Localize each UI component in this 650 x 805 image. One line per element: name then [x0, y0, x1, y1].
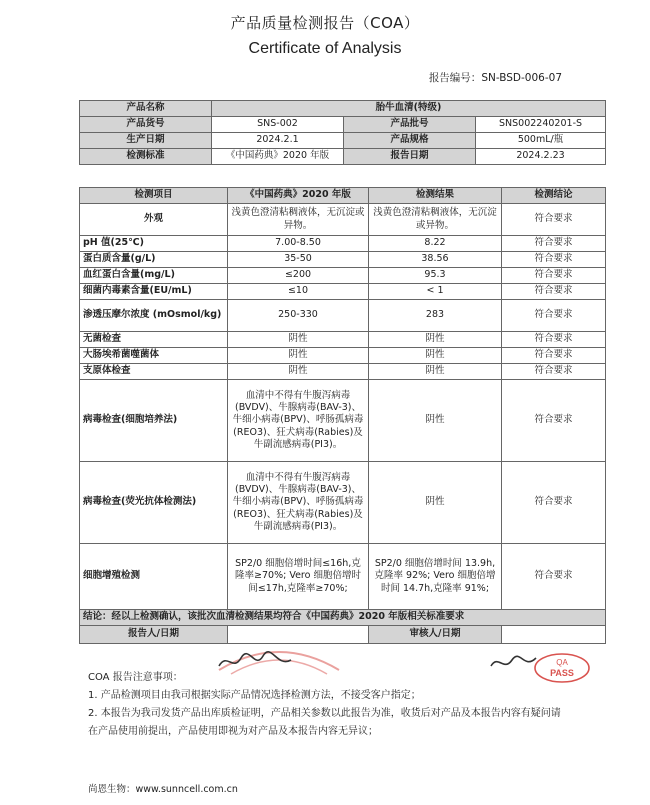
report-number-label: 报告编号：: [428, 72, 482, 84]
test-item: 支原体检查: [80, 364, 228, 380]
info-row-name: [80, 101, 606, 117]
test-standard: ≤10: [228, 284, 369, 300]
report-title-cn: 产品质量检测报告（COA）: [230, 14, 420, 32]
test-item: 外观: [80, 204, 228, 236]
reviewer-signature-cell: [502, 626, 606, 644]
info-row-standard: [80, 149, 606, 165]
summary-text: 结论：经以上检测确认，该批次血清检测结果均符合《中国药典》2020 年版相关标准要求: [80, 610, 606, 626]
product-name-value: 胎牛血清(特级): [212, 101, 606, 117]
test-conclusion: 符合要求: [502, 236, 606, 252]
test-standard: 250-330: [228, 300, 369, 332]
table-row: [80, 380, 606, 462]
test-item: 病毒检查(荧光抗体检测法): [80, 462, 228, 544]
test-result: < 1: [369, 284, 502, 300]
table-row: [80, 332, 606, 348]
test-standard: 阴性: [228, 348, 369, 364]
reviewer-label: 审核人/日期: [369, 626, 502, 644]
results-header-row: [80, 188, 606, 204]
report-number: [429, 70, 562, 85]
test-result: 阴性: [369, 462, 502, 544]
standard-value: 《中国药典》2020 年版: [212, 149, 344, 165]
test-conclusion: 符合要求: [502, 348, 606, 364]
table-row: [80, 236, 606, 252]
reporter-label: 报告人/日期: [80, 626, 228, 644]
test-item: pH 值(25℃): [80, 236, 228, 252]
info-row-date: [80, 133, 606, 149]
test-result: 8.22: [369, 236, 502, 252]
test-result: 283: [369, 300, 502, 332]
test-result: 阴性: [369, 332, 502, 348]
table-row: [80, 462, 606, 544]
table-row: [80, 300, 606, 332]
test-item: 细菌内毒素含量(EU/mL): [80, 284, 228, 300]
standard-label: 检测标准: [80, 149, 212, 165]
test-standard: 阴性: [228, 364, 369, 380]
pass-label: PASS: [550, 668, 574, 678]
mfg-date-label: 生产日期: [80, 133, 212, 149]
test-item: 蛋白质含量(g/L): [80, 252, 228, 268]
test-result: 阴性: [369, 364, 502, 380]
test-item: 渗透压摩尔浓度 (mOsmol/kg): [80, 300, 228, 332]
test-conclusion: 符合要求: [502, 268, 606, 284]
spec-value: 500mL/瓶: [476, 133, 606, 149]
table-row: [80, 284, 606, 300]
test-standard: 浅黄色澄清粘稠液体，无沉淀或异物。: [228, 204, 369, 236]
report-date-label: 报告日期: [344, 149, 476, 165]
spec-label: 产品规格: [344, 133, 476, 149]
test-item: 大肠埃希菌噬菌体: [80, 348, 228, 364]
report-title-en: Certificate of Analysis: [248, 40, 402, 57]
test-result: 阴性: [369, 380, 502, 462]
test-conclusion: 符合要求: [502, 204, 606, 236]
test-conclusion: 符合要求: [502, 364, 606, 380]
test-item: 病毒检查(细胞培养法): [80, 380, 228, 462]
catalog-value: SNS-002: [212, 117, 344, 133]
test-standard: 35-50: [228, 252, 369, 268]
test-conclusion: 符合要求: [502, 380, 606, 462]
test-result: 38.56: [369, 252, 502, 268]
table-row: [80, 268, 606, 284]
coa-notes: [88, 669, 568, 741]
test-conclusion: 符合要求: [502, 252, 606, 268]
test-conclusion: 符合要求: [502, 332, 606, 348]
notes-heading: COA 报告注意事项：: [88, 672, 183, 683]
col-header-standard: 《中国药典》2020 年版: [228, 188, 369, 204]
lot-label: 产品批号: [344, 117, 476, 133]
test-item: 血红蛋白含量(mg/L): [80, 268, 228, 284]
product-name-label: 产品名称: [80, 101, 212, 117]
test-conclusion: 符合要求: [502, 544, 606, 610]
test-result: 阴性: [369, 348, 502, 364]
note-item: 2. 本报告为我司发货产品出库质检证明，产品相关参数以此报告为准，收货后对产品及本报告内容有疑问请在产品使用前提出，产品使用即视为对产品及本报告内容无异议；: [88, 708, 561, 737]
test-standard: 7.00-8.50: [228, 236, 369, 252]
mfg-date-value: 2024.2.1: [212, 133, 344, 149]
reporter-signature-cell: [228, 626, 369, 644]
table-row: [80, 348, 606, 364]
test-result: 浅黄色澄清粘稠液体，无沉淀或异物。: [369, 204, 502, 236]
signature-row: [80, 626, 606, 644]
test-conclusion: 符合要求: [502, 284, 606, 300]
catalog-label: 产品货号: [80, 117, 212, 133]
table-row: [80, 204, 606, 236]
col-header-item: 检测项目: [80, 188, 228, 204]
results-table: [79, 187, 606, 644]
test-result: SP2/0 细胞倍增时间 13.9h,克隆率 92%; Vero 细胞倍增时间 14.7h,克隆率 91%;: [369, 544, 502, 610]
test-standard: 血清中不得有牛腹泻病毒(BVDV)、牛腺病毒(BAV-3)、牛细小病毒(BPV)、呼肠孤病毒(REO3)、狂犬病毒(Rabies)及牛副流感病毒(PI3)。: [228, 462, 369, 544]
test-item: 无菌检查: [80, 332, 228, 348]
test-standard: 血清中不得有牛腹泻病毒(BVDV)、牛腺病毒(BAV-3)、牛细小病毒(BPV)、呼肠孤病毒(REO3)、狂犬病毒(Rabies)及牛副流感病毒(PI3)。: [228, 380, 369, 462]
test-conclusion: 符合要求: [502, 462, 606, 544]
summary-row: [80, 610, 606, 626]
qa-label: QA: [556, 658, 568, 667]
test-result: 95.3: [369, 268, 502, 284]
note-item: 1. 产品检测项目由我司根据实际产品情况选择检测方法，不接受客户指定；: [88, 690, 421, 701]
lot-value: SNS002240201-S: [476, 117, 606, 133]
test-standard: 阴性: [228, 332, 369, 348]
test-standard: SP2/0 细胞倍增时间≤16h,克隆率≥70%; Vero 细胞倍增时间≤17h,克隆率≥70%;: [228, 544, 369, 610]
test-standard: ≤200: [228, 268, 369, 284]
test-conclusion: 符合要求: [502, 300, 606, 332]
table-row: [80, 544, 606, 610]
report-number-value: SN-BSD-006-07: [481, 72, 562, 84]
product-info-table: [79, 100, 606, 165]
col-header-result: 检测结果: [369, 188, 502, 204]
info-row-catalog: [80, 117, 606, 133]
test-item: 细胞增殖检测: [80, 544, 228, 610]
report-date-value: 2024.2.23: [476, 149, 606, 165]
table-row: [80, 252, 606, 268]
company-footer: 尚恩生物：www.sunncell.com.cn: [88, 784, 238, 795]
col-header-conclusion: 检测结论: [502, 188, 606, 204]
table-row: [80, 364, 606, 380]
